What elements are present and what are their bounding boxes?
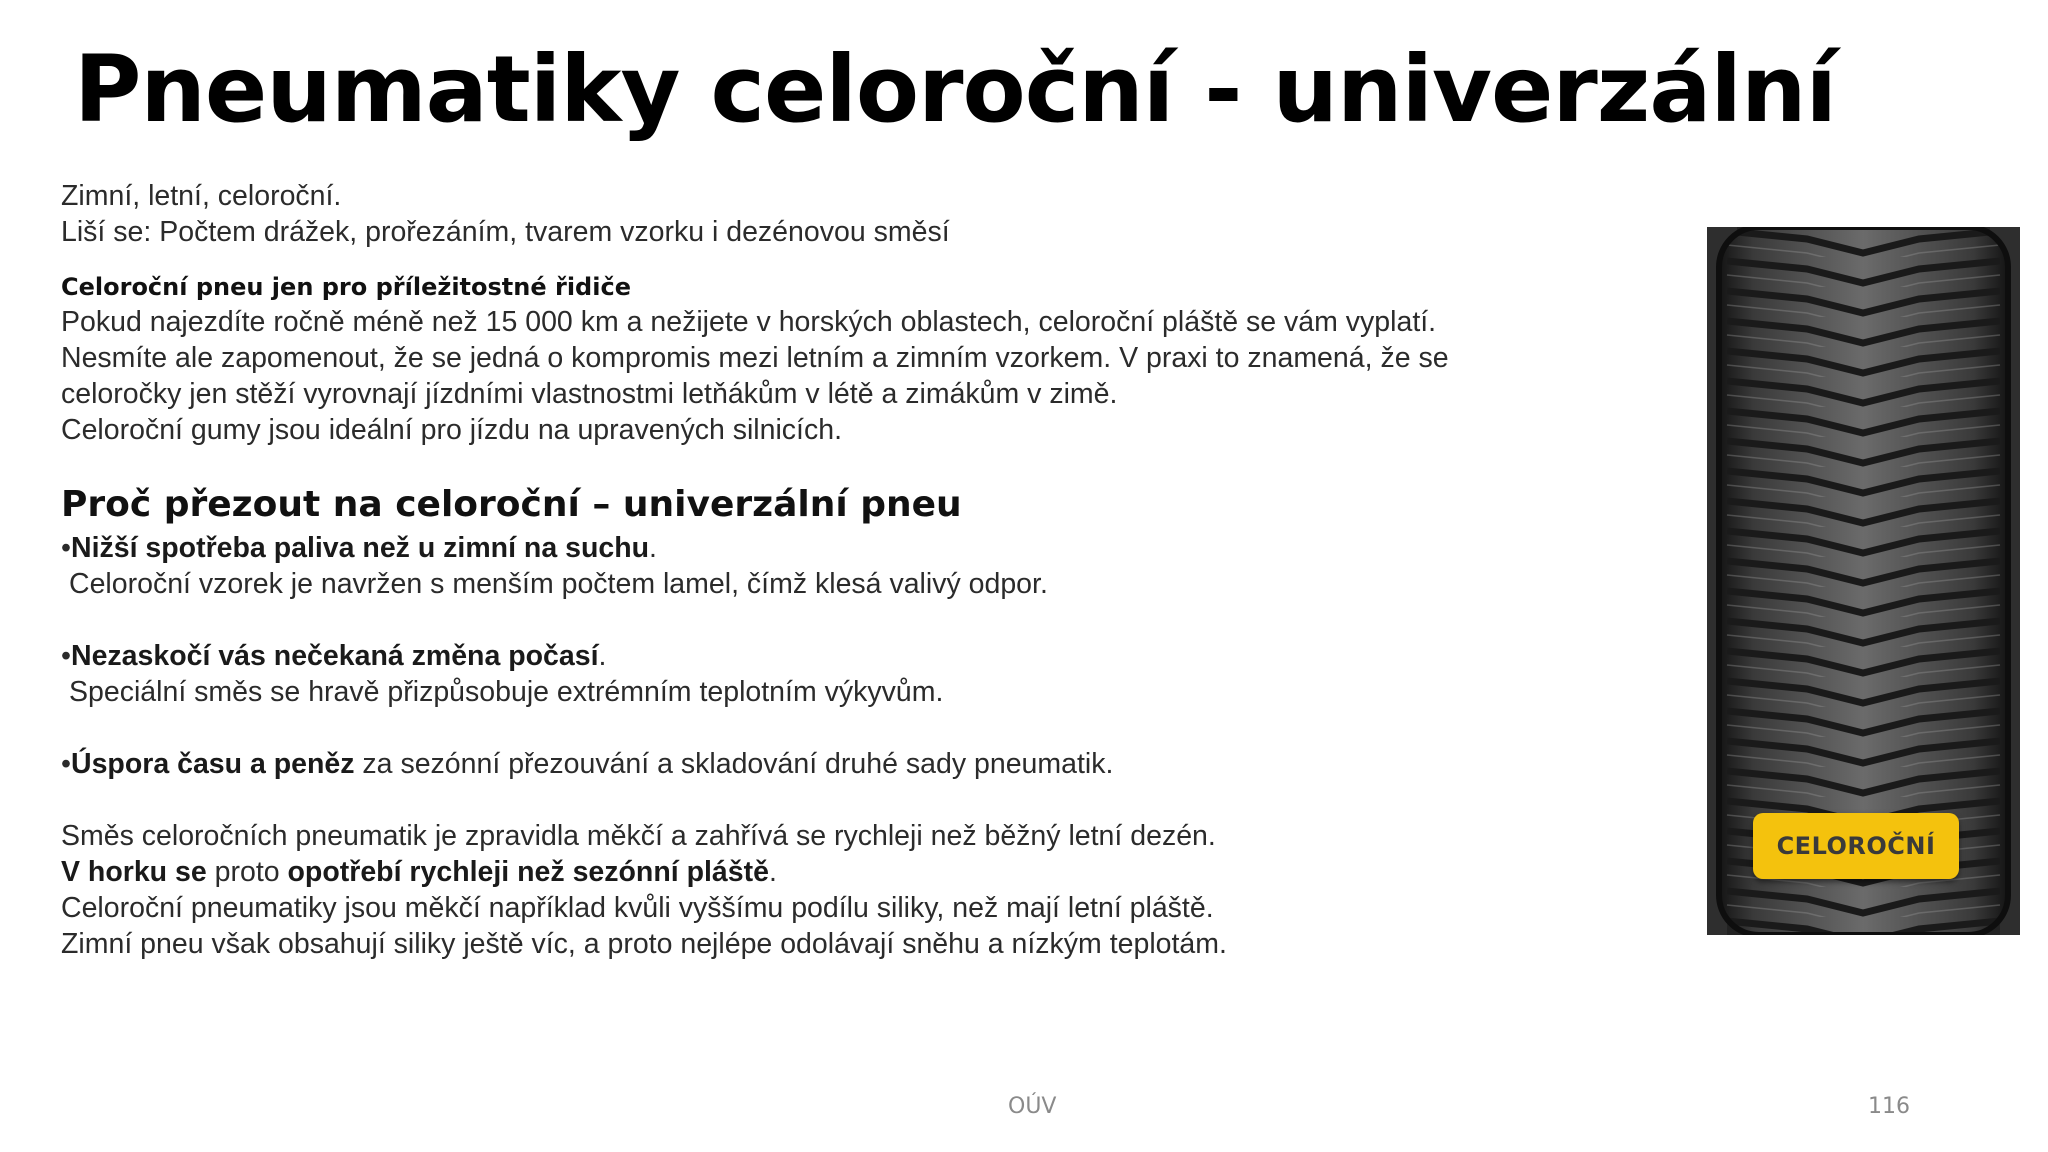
bullet-marker: • (61, 532, 71, 564)
bullet-item (61, 638, 1661, 674)
intro-line: Zimní, letní, celoroční. (61, 180, 342, 212)
bullet-bold: Úspora času a peněz (70, 748, 355, 780)
paragraph-line: Celoroční pneumatiky jsou měkčí například kvůli vyššímu podílu siliky, než mají letní pláště. (61, 892, 1214, 924)
bullet-bold: Nižší spotřeba paliva než u zimní na suchu (70, 532, 650, 564)
paragraph-line: Směs celoročních pneumatik je zpravidla měkčí a zahřívá se rychleji než běžný letní dezén. (61, 820, 1216, 852)
bullet-marker: • (61, 748, 71, 780)
bullet-detail: Celoroční vzorek je navržen s menším počtem lamel, čímž klesá valivý odpor. (69, 568, 1048, 600)
paragraph-line (61, 854, 1661, 890)
slide-body (61, 178, 1661, 962)
paragraph-line: Pokud najezdíte ročně méně než 15 000 km a nežijete v horských oblastech, celoroční pláště se vám vyplatí. (61, 306, 1437, 338)
plain-phrase: proto (206, 856, 288, 888)
slide-title: Pneumatiky celoroční - univerzální (74, 36, 1836, 143)
section-heading: Proč přezout na celoroční – univerzální pneu (61, 484, 962, 525)
bullet-marker: • (61, 640, 71, 672)
bullet-item (61, 530, 1661, 566)
paragraph-line: Nesmíte ale zapomenout, že se jedná o kompromis mezi letním a zimním vzorkem. V praxi to znamená, že se (61, 342, 1449, 374)
paragraph-line: celoročky jen stěží vyrovnají jízdními vlastnostmi letňákům v létě a zimákům v zimě. (61, 378, 1118, 410)
intro-line: Liší se: Počtem drážek, prořezáním, tvarem vzorku i dezénovou směsí (61, 216, 950, 248)
footer-label: OÚV (1008, 1094, 1057, 1119)
bullet-detail: Speciální směs se hravě přizpůsobuje extrémním teplotním výkyvům. (69, 676, 944, 708)
bullet-tail: . (598, 640, 607, 672)
bullet-bold: Nezaskočí vás nečekaná změna počasí (70, 640, 599, 672)
bold-phrase: V horku se (61, 856, 207, 888)
bullet-tail: za sezónní přezouvání a skladování druhé sady pneumatik. (354, 748, 1114, 780)
celorocni-badge: CELOROČNÍ (1753, 813, 1959, 879)
tire-image (1707, 227, 2020, 935)
bullet-item (61, 746, 1661, 782)
bold-phrase: opotřebí rychleji než sezónní pláště (287, 856, 769, 888)
plain-phrase: . (768, 856, 777, 888)
subheading: Celoroční pneu jen pro příležitostné řidiče (61, 273, 631, 301)
bullet-tail: . (649, 532, 657, 564)
paragraph-line: Zimní pneu však obsahují siliky ještě víc, a proto nejlépe odolávají sněhu a nízkým teplotám. (61, 928, 1227, 960)
paragraph-line: Celoroční gumy jsou ideální pro jízdu na upravených silnicích. (61, 414, 842, 446)
page-number: 116 (1868, 1094, 1910, 1119)
